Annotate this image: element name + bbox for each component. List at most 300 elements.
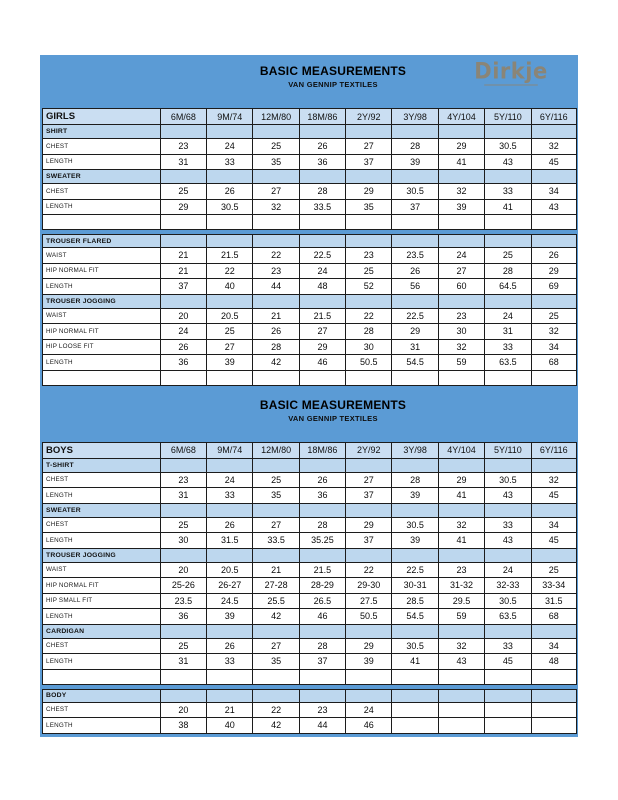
blank-cell [391, 670, 437, 685]
blank-cell [531, 170, 577, 184]
boys-size-table [42, 442, 577, 734]
table-row [42, 200, 577, 216]
measurement-value: 23 [438, 563, 484, 579]
measurement-value: 21 [160, 248, 206, 264]
measurement-value: 29 [438, 473, 484, 489]
blank-cell [391, 549, 437, 563]
table-row [42, 139, 577, 155]
blank-cell [484, 295, 530, 309]
blank-cell [438, 689, 484, 703]
table-row [42, 578, 577, 594]
measurement-value: 33.5 [299, 200, 345, 216]
measurement-label: HIP NORMAL FIT [42, 578, 160, 594]
measurement-value: 42 [252, 718, 298, 734]
measurement-value: 27 [252, 518, 298, 534]
measurement-value: 42 [252, 355, 298, 371]
measurement-label: HIP LOOSE FIT [42, 340, 160, 356]
measurement-value: 25 [531, 563, 577, 579]
measurement-value: 37 [345, 488, 391, 504]
measurement-value: 28 [299, 639, 345, 655]
measurement-value: 32 [531, 473, 577, 489]
size-column-header: 6M/68 [160, 442, 206, 459]
size-column-header: 6Y/116 [531, 108, 577, 125]
measurement-value [438, 703, 484, 719]
girls-size-table [42, 108, 577, 386]
measurement-value: 27 [252, 184, 298, 200]
blank-cell [160, 234, 206, 248]
size-column-header: 6M/68 [160, 108, 206, 125]
measurement-value: 23 [438, 309, 484, 325]
measurement-value: 50.5 [345, 355, 391, 371]
section-label: SWEATER [42, 504, 160, 518]
measurement-label: LENGTH [42, 609, 160, 625]
measurement-value: 26 [391, 264, 437, 280]
blank-cell [160, 215, 206, 230]
measurement-value: 35 [345, 200, 391, 216]
measurement-value: 27 [438, 264, 484, 280]
measurement-value [484, 718, 530, 734]
empty-row [42, 371, 577, 386]
measurement-value: 30 [345, 340, 391, 356]
girls-panel-header [40, 55, 578, 108]
measurement-value: 35.25 [299, 533, 345, 549]
measurement-label: LENGTH [42, 718, 160, 734]
blank-cell [299, 670, 345, 685]
blank-cell [206, 459, 252, 473]
blank-cell [391, 215, 437, 230]
blank-cell [438, 215, 484, 230]
blank-cell [531, 371, 577, 386]
dirkje-logo-text: Dirkje [474, 58, 548, 84]
measurement-value: 24 [484, 309, 530, 325]
measurement-value: 29 [345, 184, 391, 200]
measurement-value: 24.5 [206, 594, 252, 610]
empty-row [42, 670, 577, 685]
measurement-value: 33 [206, 488, 252, 504]
measurement-value: 22 [206, 264, 252, 280]
measurement-label: LENGTH [42, 488, 160, 504]
measurement-value: 26 [252, 324, 298, 340]
girls-panel [40, 55, 578, 389]
measurement-value: 33.5 [252, 533, 298, 549]
measurement-value: 43 [438, 654, 484, 670]
blank-cell [299, 504, 345, 518]
section-label: TROUSER FLARED [42, 234, 160, 248]
measurement-value: 35 [252, 488, 298, 504]
measurement-value: 63.5 [484, 355, 530, 371]
measurement-value: 26 [206, 639, 252, 655]
measurement-value: 36 [299, 488, 345, 504]
blank-cell [206, 371, 252, 386]
blank-cell [391, 125, 437, 139]
measurement-value: 68 [531, 355, 577, 371]
measurement-value: 28-29 [299, 578, 345, 594]
measurement-value: 39 [206, 355, 252, 371]
measurement-value: 23.5 [160, 594, 206, 610]
measurement-value: 29 [391, 324, 437, 340]
measurement-value: 40 [206, 718, 252, 734]
measurement-value: 23 [252, 264, 298, 280]
boys-panel-header [40, 389, 578, 442]
logo-tagline-bar [484, 84, 538, 86]
size-column-header: 18M/86 [299, 108, 345, 125]
measurement-value: 32 [252, 200, 298, 216]
size-column-header: 12M/80 [252, 442, 298, 459]
empty-row [42, 215, 577, 230]
blank-cell [484, 689, 530, 703]
measurement-value: 23 [160, 473, 206, 489]
measurement-value: 33 [484, 340, 530, 356]
measurement-value: 29 [345, 518, 391, 534]
blank-cell [484, 549, 530, 563]
blank-cell [391, 625, 437, 639]
blank-cell [531, 670, 577, 685]
dirkje-logo [452, 60, 570, 86]
measurement-value: 25 [206, 324, 252, 340]
measurement-value: 56 [391, 279, 437, 295]
measurement-value: 34 [531, 340, 577, 356]
measurement-value: 20 [160, 703, 206, 719]
measurement-value: 48 [299, 279, 345, 295]
blank-cell [252, 549, 298, 563]
blank-cell [299, 625, 345, 639]
measurement-label: LENGTH [42, 279, 160, 295]
measurement-value: 27 [345, 139, 391, 155]
blank-cell [252, 371, 298, 386]
measurement-label: CHEST [42, 184, 160, 200]
blank-cell [206, 689, 252, 703]
blank-cell [345, 689, 391, 703]
size-column-header: 2Y/92 [345, 442, 391, 459]
blank-cell [391, 459, 437, 473]
measurement-label: HIP SMALL FIT [42, 594, 160, 610]
measurement-value: 48 [531, 654, 577, 670]
blank-cell [345, 549, 391, 563]
measurement-label: LENGTH [42, 654, 160, 670]
measurement-value: 21.5 [299, 563, 345, 579]
measurement-value: 26 [299, 139, 345, 155]
measurement-value: 24 [206, 473, 252, 489]
blank-cell [206, 549, 252, 563]
measurement-value: 25 [252, 139, 298, 155]
measurement-value: 28 [252, 340, 298, 356]
measurement-value: 35 [252, 654, 298, 670]
measurement-value: 32 [438, 184, 484, 200]
measurement-value [484, 703, 530, 719]
table-row [42, 473, 577, 489]
measurement-value: 33 [484, 184, 530, 200]
measurement-value: 32 [438, 340, 484, 356]
section-row [42, 170, 577, 184]
measurement-value: 29 [299, 340, 345, 356]
measurement-value: 63.5 [484, 609, 530, 625]
page-subtitle: VAN GENNIP TEXTILES [288, 80, 378, 89]
measurement-label: HIP NORMAL FIT [42, 264, 160, 280]
blank-cell [160, 625, 206, 639]
table-row [42, 609, 577, 625]
measurement-value: 27 [206, 340, 252, 356]
measurement-value: 32 [531, 139, 577, 155]
blank-cell [206, 215, 252, 230]
measurement-value: 26.5 [299, 594, 345, 610]
section-row [42, 549, 577, 563]
measurement-value: 25 [531, 309, 577, 325]
blank-cell [531, 549, 577, 563]
table-row [42, 594, 577, 610]
blank-cell [484, 170, 530, 184]
measurement-value: 60 [438, 279, 484, 295]
blank-cell [438, 625, 484, 639]
measurement-value: 28.5 [391, 594, 437, 610]
measurement-value: 20.5 [206, 309, 252, 325]
measurement-value: 22.5 [299, 248, 345, 264]
blank-cell [252, 295, 298, 309]
measurement-value: 23 [160, 139, 206, 155]
blank-cell [206, 125, 252, 139]
blank-cell [206, 234, 252, 248]
blank-cell [160, 459, 206, 473]
measurement-value: 32-33 [484, 578, 530, 594]
blank-cell [484, 215, 530, 230]
measurement-value: 44 [252, 279, 298, 295]
blank-cell [160, 295, 206, 309]
measurement-value: 27-28 [252, 578, 298, 594]
blank-cell [299, 234, 345, 248]
measurement-value: 39 [391, 155, 437, 171]
measurement-value [531, 718, 577, 734]
measurement-value: 34 [531, 184, 577, 200]
measurement-value: 46 [345, 718, 391, 734]
size-column-header: 18M/86 [299, 442, 345, 459]
table-row [42, 533, 577, 549]
measurement-value: 27 [252, 639, 298, 655]
table-row [42, 264, 577, 280]
measurement-value [391, 718, 437, 734]
page-title: BASIC MEASUREMENTS [259, 64, 407, 78]
size-column-header: 2Y/92 [345, 108, 391, 125]
measurement-value: 25-26 [160, 578, 206, 594]
measurement-value: 30.5 [484, 594, 530, 610]
blank-cell [391, 689, 437, 703]
measurement-value: 39 [391, 533, 437, 549]
measurement-value: 31 [391, 340, 437, 356]
blank-cell [160, 170, 206, 184]
measurement-value: 39 [391, 488, 437, 504]
measurement-value: 30 [438, 324, 484, 340]
size-column-header: 9M/74 [206, 442, 252, 459]
measurement-value: 26 [206, 518, 252, 534]
blank-cell [484, 459, 530, 473]
blank-cell [345, 125, 391, 139]
blank-cell [299, 170, 345, 184]
measurement-value: 30.5 [391, 184, 437, 200]
table-row [42, 324, 577, 340]
measurement-label: LENGTH [42, 155, 160, 171]
section-row [42, 504, 577, 518]
blank-cell [252, 625, 298, 639]
blank-cell [345, 625, 391, 639]
table-row [42, 340, 577, 356]
measurement-value: 24 [160, 324, 206, 340]
table-row [42, 654, 577, 670]
measurement-value: 31 [160, 488, 206, 504]
measurement-value: 30-31 [391, 578, 437, 594]
blank-cell [345, 670, 391, 685]
blank-cell [345, 459, 391, 473]
blank-cell [438, 234, 484, 248]
measurement-value: 26 [160, 340, 206, 356]
measurement-value: 39 [438, 200, 484, 216]
blank-cell [299, 459, 345, 473]
measurement-value: 36 [299, 155, 345, 171]
measurement-value: 29.5 [438, 594, 484, 610]
measurement-value: 45 [531, 488, 577, 504]
measurement-value: 41 [438, 155, 484, 171]
blank-cell [484, 371, 530, 386]
measurement-value: 20 [160, 309, 206, 325]
measurement-value: 23.5 [391, 248, 437, 264]
measurement-value: 24 [438, 248, 484, 264]
group-label: GIRLS [42, 108, 160, 125]
measurement-value [438, 718, 484, 734]
blank-cell [531, 125, 577, 139]
table-row [42, 184, 577, 200]
blank-cell [438, 125, 484, 139]
measurement-value: 43 [484, 533, 530, 549]
blank-cell [206, 670, 252, 685]
blank-cell [391, 170, 437, 184]
measurement-value: 20.5 [206, 563, 252, 579]
blank-cell [438, 549, 484, 563]
blank-cell [299, 125, 345, 139]
table-row [42, 639, 577, 655]
measurement-value: 22 [345, 309, 391, 325]
measurement-value: 59 [438, 609, 484, 625]
measurement-value: 30.5 [484, 473, 530, 489]
measurement-value: 52 [345, 279, 391, 295]
blank-cell [438, 295, 484, 309]
measurement-value: 32 [438, 639, 484, 655]
measurement-value: 33 [206, 654, 252, 670]
table-row [42, 488, 577, 504]
measurement-value: 28 [345, 324, 391, 340]
blank-cell [484, 670, 530, 685]
measurement-value: 28 [299, 184, 345, 200]
section-label: TROUSER JOGGING [42, 549, 160, 563]
blank-cell [531, 215, 577, 230]
measurement-value: 24 [484, 563, 530, 579]
measurement-value: 50.5 [345, 609, 391, 625]
table-row [42, 563, 577, 579]
measurement-value: 20 [160, 563, 206, 579]
section-row [42, 459, 577, 473]
measurement-value: 23 [299, 703, 345, 719]
blank-cell [438, 371, 484, 386]
table-row [42, 309, 577, 325]
blank-cell [206, 295, 252, 309]
measurement-value: 29 [345, 639, 391, 655]
measurement-value: 36 [160, 355, 206, 371]
blank-cell [438, 670, 484, 685]
section-label: TROUSER JOGGING [42, 295, 160, 309]
measurement-value: 23 [345, 248, 391, 264]
blank-cell [345, 295, 391, 309]
blank-cell [484, 625, 530, 639]
blank-cell [391, 295, 437, 309]
empty-label-cell [42, 670, 160, 685]
measurement-value: 25 [484, 248, 530, 264]
blank-cell [484, 125, 530, 139]
measurement-value: 64.5 [484, 279, 530, 295]
measurement-value [391, 703, 437, 719]
measurement-value: 26 [299, 473, 345, 489]
blank-cell [252, 459, 298, 473]
measurement-value: 59 [438, 355, 484, 371]
measurement-value: 45 [531, 155, 577, 171]
measurement-value: 42 [252, 609, 298, 625]
blank-cell [160, 371, 206, 386]
table-row [42, 703, 577, 719]
section-label: SWEATER [42, 170, 160, 184]
blank-cell [299, 215, 345, 230]
measurement-value: 41 [484, 200, 530, 216]
measurement-value: 24 [299, 264, 345, 280]
measurement-value: 31 [160, 155, 206, 171]
measurement-label: CHEST [42, 518, 160, 534]
blank-cell [252, 125, 298, 139]
measurement-value: 33 [484, 639, 530, 655]
measurement-value: 22.5 [391, 309, 437, 325]
measurement-value: 37 [299, 654, 345, 670]
blank-cell [438, 170, 484, 184]
section-label: T-SHIRT [42, 459, 160, 473]
measurement-label: LENGTH [42, 533, 160, 549]
blank-cell [206, 170, 252, 184]
measurement-value: 30 [160, 533, 206, 549]
section-label: SHIRT [42, 125, 160, 139]
blank-cell [531, 504, 577, 518]
measurement-value: 43 [484, 488, 530, 504]
measurement-label: CHEST [42, 639, 160, 655]
measurement-value: 54.5 [391, 355, 437, 371]
measurement-value: 32 [438, 518, 484, 534]
measurement-value: 31.5 [531, 594, 577, 610]
measurement-value: 37 [391, 200, 437, 216]
section-row [42, 234, 577, 248]
measurement-value: 46 [299, 609, 345, 625]
measurement-value: 22 [252, 703, 298, 719]
measurement-value: 29 [160, 200, 206, 216]
measurement-value: 25 [160, 518, 206, 534]
measurement-label: CHEST [42, 473, 160, 489]
blank-cell [299, 371, 345, 386]
measurement-value: 45 [484, 654, 530, 670]
measurement-value: 30.5 [206, 200, 252, 216]
blank-cell [345, 504, 391, 518]
blank-cell [531, 689, 577, 703]
page-subtitle: VAN GENNIP TEXTILES [288, 413, 378, 423]
section-label: CARDIGAN [42, 625, 160, 639]
blank-cell [252, 170, 298, 184]
size-column-header: 4Y/104 [438, 442, 484, 459]
size-column-header: 5Y/110 [484, 442, 530, 459]
measurement-value: 28 [484, 264, 530, 280]
measurement-value: 31.5 [206, 533, 252, 549]
measurement-value: 33-34 [531, 578, 577, 594]
blank-cell [345, 371, 391, 386]
blank-cell [531, 625, 577, 639]
size-column-header: 9M/74 [206, 108, 252, 125]
